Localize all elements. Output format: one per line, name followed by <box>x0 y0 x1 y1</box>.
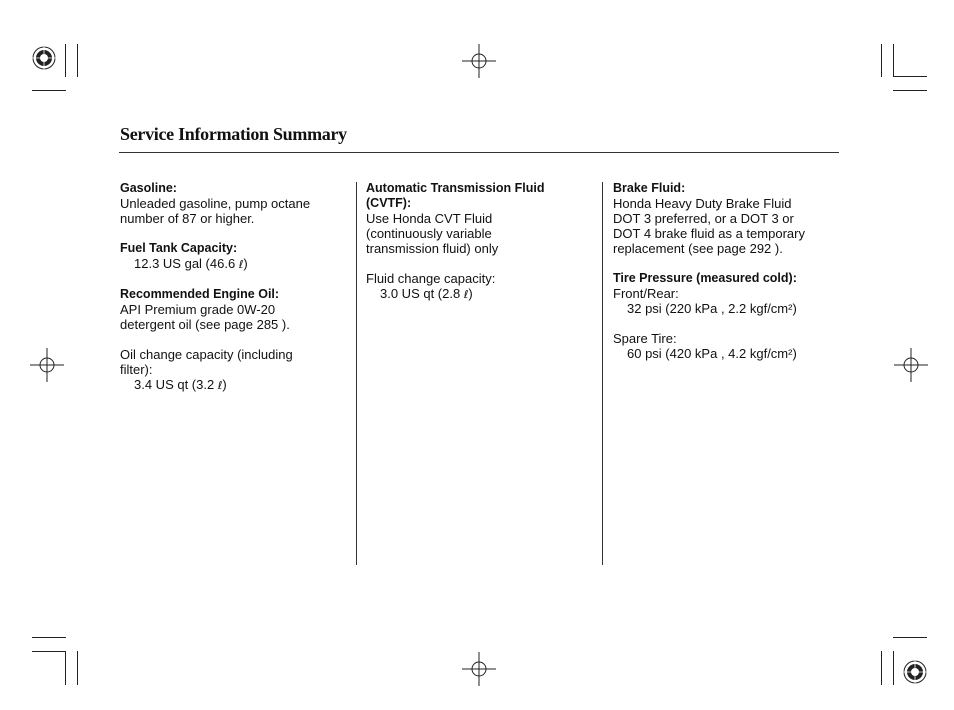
column-brake-tire <box>613 181 853 361</box>
spare-tire-label: Spare Tire: <box>613 331 677 346</box>
atf-text: transmission fluid) only <box>366 241 499 256</box>
fuel-tank-value: 12.3 US gal (46.6 ℓ) <box>134 256 248 271</box>
fuel-tank-heading: Fuel Tank Capacity: <box>120 241 238 255</box>
tire-pressure-heading: Tire Pressure (measured cold): <box>613 271 797 285</box>
litre-symbol: ℓ <box>217 379 223 392</box>
column-fuel-oil <box>120 181 352 393</box>
crosshair-icon <box>462 652 496 686</box>
fluid-change-value: 3.0 US qt (2.8 ℓ) <box>380 286 473 301</box>
registration-target-icon <box>901 658 929 686</box>
oil-change-label: Oil change capacity (including <box>120 347 293 362</box>
brake-fluid-heading: Brake Fluid: <box>613 181 686 195</box>
brake-fluid-text: DOT 4 brake fluid as a temporary <box>613 226 805 241</box>
litre-symbol: ℓ <box>463 288 469 301</box>
column-divider <box>602 182 603 565</box>
litre-symbol: ℓ <box>238 258 244 271</box>
spare-tire-value: 60 psi (420 kPa , 4.2 kgf/cm²) <box>627 346 797 361</box>
registration-target-icon <box>30 44 58 72</box>
gasoline-heading: Gasoline: <box>120 181 177 195</box>
atf-heading: Automatic Transmission Fluid <box>366 181 545 195</box>
crosshair-icon <box>462 44 496 78</box>
atf-text: Use Honda CVT Fluid <box>366 211 493 226</box>
atf-text: (continuously variable <box>366 226 492 241</box>
engine-oil-page-reference: detergent oil (see page 285 ). <box>120 317 290 332</box>
brake-fluid-page-reference: replacement (see page 292 ). <box>613 241 783 256</box>
column-transmission <box>366 181 598 302</box>
front-rear-label: Front/Rear: <box>613 286 679 301</box>
oil-change-label: filter): <box>120 362 153 377</box>
page-title: Service Information Summary <box>120 124 347 144</box>
gasoline-text: Unleaded gasoline, pump octane <box>120 196 311 211</box>
atf-heading: (CVTF): <box>366 196 412 210</box>
crosshair-icon <box>894 348 928 382</box>
crosshair-icon <box>30 348 64 382</box>
title-divider <box>119 152 839 153</box>
engine-oil-heading: Recommended Engine Oil: <box>120 287 280 301</box>
gasoline-text: number of 87 or higher. <box>120 211 255 226</box>
brake-fluid-text: Honda Heavy Duty Brake Fluid <box>613 196 792 211</box>
brake-fluid-text: DOT 3 preferred, or a DOT 3 or <box>613 211 794 226</box>
fluid-change-label: Fluid change capacity: <box>366 271 496 286</box>
engine-oil-text: API Premium grade 0W-20 <box>120 302 276 317</box>
oil-change-value: 3.4 US qt (3.2 ℓ) <box>134 377 227 392</box>
column-divider <box>356 182 357 565</box>
front-rear-value: 32 psi (220 kPa , 2.2 kgf/cm²) <box>627 301 797 316</box>
